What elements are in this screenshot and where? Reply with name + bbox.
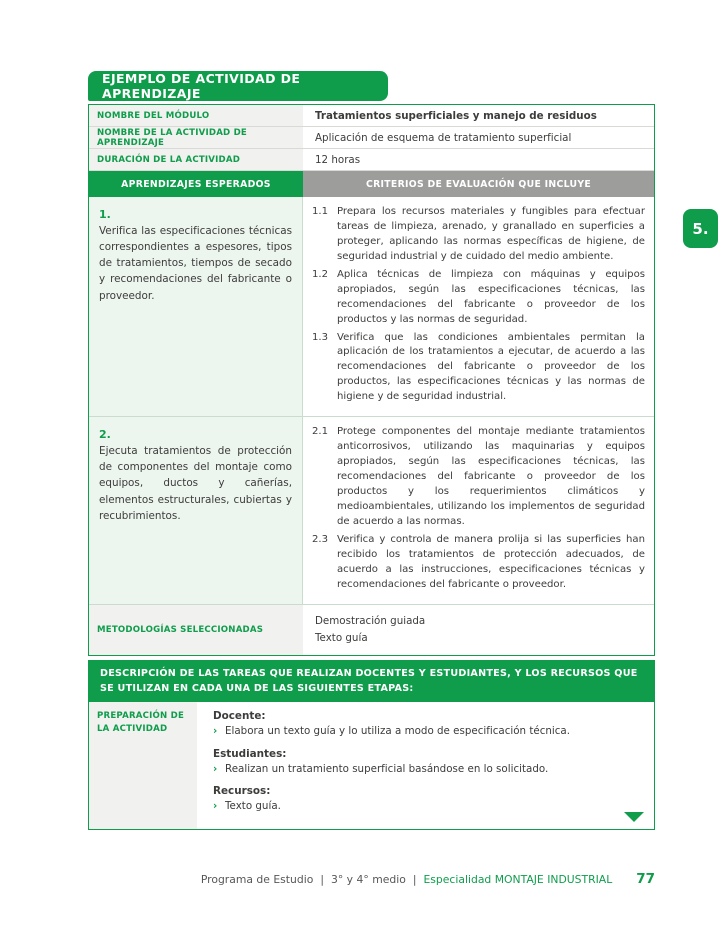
footer-separator: | (320, 873, 324, 886)
activity-name-value: Aplicación de esquema de tratamiento superficial (315, 131, 572, 144)
module-name-value: Tratamientos superficiales y manejo de residuos (315, 109, 597, 122)
expected-learning-row-2 (89, 417, 654, 604)
page-number: 77 (636, 871, 655, 887)
methodology-item: Demostración guiada (315, 615, 426, 628)
methodology-item: Texto guía (315, 631, 368, 644)
resources-item (213, 799, 638, 814)
activity-document (88, 71, 655, 830)
criterion-item (312, 268, 645, 328)
matrix-header-row (89, 171, 654, 197)
activity-name-row (89, 127, 654, 149)
activity-table (88, 104, 655, 656)
criterion-text: Verifica y controla de manera prolija si las superficies han recibido los tratamientos de protección adecuados, de acuerdo a las instrucciones, especificaciones técnicas y recomendaciones del fabricante o proveedor. (337, 533, 645, 590)
criteria-list-1 (303, 197, 654, 416)
footer-specialty: Especialidad MONTAJE INDUSTRIAL (423, 873, 613, 886)
criteria-list-2 (303, 417, 654, 603)
teacher-task-text: Elabora un texto guía y lo utiliza a modo de especificación técnica. (225, 725, 570, 738)
criterion-item (312, 205, 645, 265)
bullet-icon: › (213, 800, 218, 813)
methodologies-values (303, 605, 654, 655)
evaluation-criteria-header: CRITERIOS DE EVALUACIÓN QUE INCLUYE (303, 171, 654, 197)
criterion-item (312, 533, 645, 593)
footer-program: Programa de Estudio (200, 873, 314, 886)
activity-name-label: NOMBRE DE LA ACTIVIDAD DE APRENDIZAJE (89, 127, 303, 148)
page-title: EJEMPLO DE ACTIVIDAD DE APRENDIZAJE (88, 71, 388, 101)
criterion-text: Protege componentes del montaje mediante tratamientos anticorrosivos, utilizando las maquinarias y equipos apropiados, según las especificaciones técnicas, las recomendaciones del fabricante o proveedor de los productos y los requerimientos climáticos y medioambientales, utilizando los implementos de seguridad de acuerdo a las normas. (337, 426, 645, 527)
expected-learning-2-number: 2. (99, 428, 111, 442)
expected-learning-2 (89, 417, 303, 603)
criterion-number: 2.1 (312, 426, 329, 438)
expected-learning-1 (89, 197, 303, 416)
section-number-tab: 5. (683, 209, 718, 248)
preparation-section (88, 702, 655, 829)
methodologies-label: METODOLOGÍAS SELECCIONADAS (89, 605, 303, 655)
module-name-label: NOMBRE DEL MÓDULO (89, 105, 303, 126)
preparation-content (197, 702, 654, 828)
preparation-label: PREPARACIÓN DE LA ACTIVIDAD (89, 702, 197, 828)
footer-separator: | (412, 873, 417, 886)
expected-learning-1-text: Verifica las especificaciones técnicas correspondientes a espesores, tipos de tratamientos, tiempos de secado y recomendaciones del fabricante o proveedor. (99, 225, 292, 302)
criterion-number: 1.2 (312, 268, 329, 280)
criterion-number: 1.1 (312, 206, 329, 217)
criterion-text: Aplica técnicas de limpieza con máquinas y equipos apropiados, según las especificaciones técnicas, las recomendaciones del fabricante o proveedor de los productos y las normas de seguridad. (337, 268, 645, 325)
students-task-text: Realizan un tratamiento superficial basándose en lo solicitado. (225, 762, 549, 775)
tasks-description-banner: DESCRIPCIÓN DE LAS TAREAS QUE REALIZAN DOCENTES Y ESTUDIANTES, Y LOS RECURSOS QUE SE UTILIZAN EN CADA UNA DE LAS SIGUIENTES ETAPAS: (88, 660, 655, 703)
footer-grade: 3° y 4° medio (330, 873, 406, 886)
teacher-heading: Docente: (213, 710, 266, 723)
resources-heading: Recursos: (213, 785, 271, 798)
duration-value: 12 horas (315, 153, 361, 166)
methodologies-row (89, 605, 654, 655)
expected-learning-2-text: Ejecuta tratamientos de protección de componentes del montaje como equipos, ductos y cañerías, elementos estructurales, cubiertas y recubrimientos. (99, 445, 292, 522)
duration-label: DURACIÓN DE LA ACTIVIDAD (89, 149, 303, 170)
students-heading: Estudiantes: (213, 747, 287, 760)
resources-item-text: Texto guía. (225, 800, 281, 813)
expected-learning-row-1 (89, 197, 654, 417)
expected-learning-1-number: 1. (99, 208, 111, 221)
criterion-text: Prepara los recursos materiales y fungibles para efectuar tareas de limpieza, arenado, y granallado en superficies a proteger, aplicando las normas específicas de higiene, de seguridad industrial y de cuidado del medio ambiente. (337, 206, 645, 262)
criterion-text: Verifica que las condiciones ambientales permitan la aplicación de los tratamientos a ejecutar, de acuerdo a las recomendaciones del fabricante o proveedor de los productos, las especificaciones técnicas y las normas de higiene y de seguridad industrial. (337, 331, 645, 403)
criterion-number: 2.3 (312, 533, 329, 545)
criterion-item (312, 425, 645, 530)
bullet-icon: › (213, 762, 218, 775)
continuation-arrow-icon (624, 812, 644, 822)
teacher-task (213, 724, 638, 739)
criterion-item (312, 331, 645, 406)
page-footer (88, 871, 655, 887)
duration-row (89, 149, 654, 171)
module-name-row (89, 105, 654, 127)
students-task (213, 762, 638, 777)
bullet-icon: › (213, 725, 218, 738)
criterion-number: 1.3 (312, 331, 329, 343)
expected-learning-header: APRENDIZAJES ESPERADOS (89, 171, 303, 197)
